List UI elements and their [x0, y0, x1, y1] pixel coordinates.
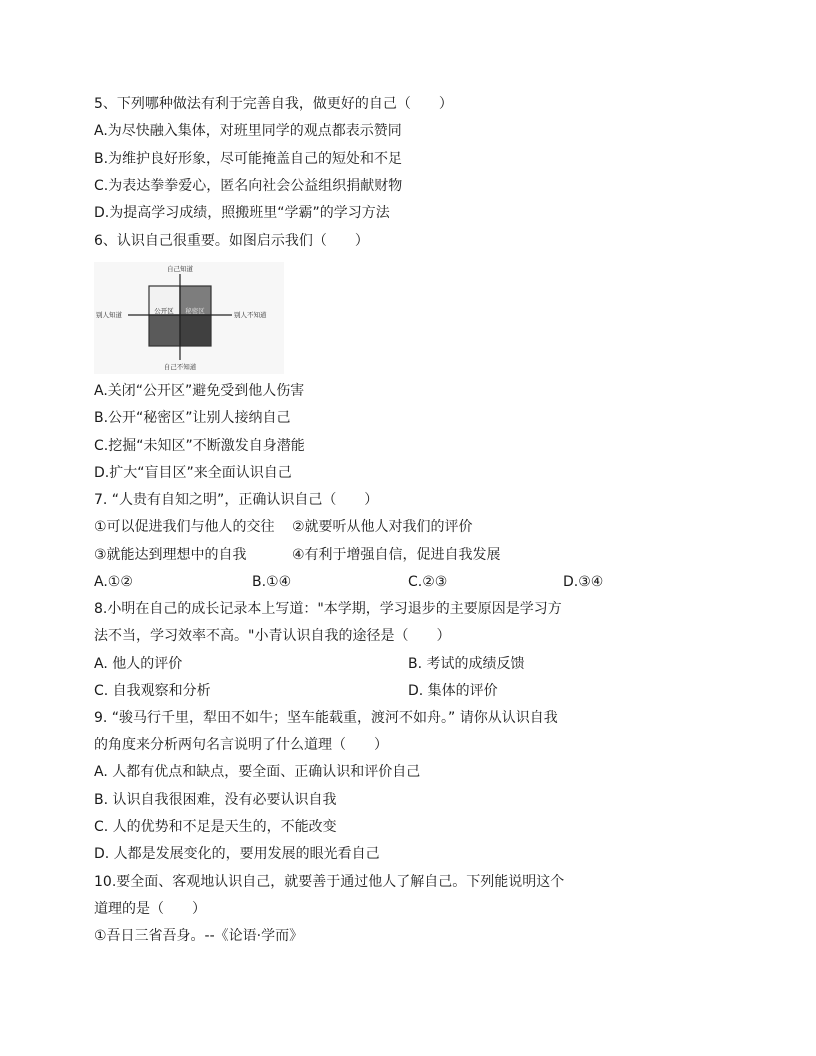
q5-option-c: C.为表达拳拳爱心，匿名向社会公益组织捐献财物: [94, 178, 403, 194]
q7-item-1: ①可以促进我们与他人的交往: [94, 519, 275, 535]
q10-stem-line2: 道理的是（ ）: [94, 901, 206, 917]
q8-option-a: A. 他人的评价: [94, 656, 183, 672]
q7-option-d: D.③④: [563, 574, 604, 590]
q6-stem: 6、认识自己很重要。如图启示我们（ ）: [94, 233, 369, 249]
q10-stem-line1: 10.要全面、客观地认识自己，就要善于通过他人了解自己。下列能说明这个: [94, 874, 565, 890]
q6-option-d: D.扩大“盲目区”来全面认识自己: [94, 465, 292, 481]
q9-option-a: A. 人都有优点和缺点，要全面、正确认识和评价自己: [94, 764, 421, 780]
q8-option-d: D. 集体的评价: [408, 683, 498, 699]
q8-option-b: B. 考试的成绩反馈: [408, 656, 525, 672]
q9-stem-line2: 的角度来分析两句名言说明了什么道理（ ）: [94, 737, 388, 753]
figure-left-label: 别人知道: [96, 311, 122, 319]
q9-option-d: D. 人都是发展变化的，要用发展的眼光看自己: [94, 846, 380, 862]
q9-stem-line1: 9. “骏马行千里，犁田不如牛；坚车能载重，渡河不如舟。” 请你从认识自我: [94, 710, 558, 726]
figure-quadrant-blind: [149, 315, 180, 346]
q5-option-b: B.为维护良好形象，尽可能掩盖自己的短处和不足: [94, 151, 403, 167]
figure-secret-label: 秘密区: [185, 307, 205, 315]
q6-option-b: B.公开“秘密区”让别人接纳自己: [94, 410, 291, 426]
q10-item-1: ①吾日三省吾身。--《论语·学而》: [94, 928, 304, 944]
q8-stem-line1: 8.小明在自己的成长记录本上写道："本学期，学习退步的主要原因是学习方: [94, 601, 562, 617]
q7-item-2: ②就要听从他人对我们的评价: [292, 519, 473, 535]
q8-option-c: C. 自我观察和分析: [94, 683, 211, 699]
q5-option-a: A.为尽快融入集体，对班里同学的观点都表示赞同: [94, 123, 402, 139]
figure-public-label: 公开区: [154, 307, 174, 315]
johari-window-figure: [94, 262, 284, 374]
q7-item-4: ④有利于增强自信，促进自我发展: [292, 547, 501, 563]
q8-stem-line2: 法不当，学习效率不高。"小青认识自我的途径是（ ）: [94, 628, 451, 644]
q6-option-c: C.挖掘“未知区”不断激发自身潜能: [94, 438, 305, 454]
figure-quadrant-unknown: [180, 315, 211, 346]
q6-option-a: A.关闭“公开区”避免受到他人伤害: [94, 383, 305, 399]
q7-item-3: ③就能达到理想中的自我: [94, 547, 247, 563]
q7-option-c: C.②③: [408, 574, 448, 590]
q9-option-c: C. 人的优势和不足是天生的，不能改变: [94, 819, 337, 835]
q7-option-a: A.①②: [94, 574, 133, 590]
q7-option-b: B.①④: [252, 574, 292, 590]
q7-stem: 7. “人贵有自知之明”，正确认识自己（ ）: [94, 492, 379, 508]
figure-top-label: 自己知道: [167, 265, 193, 273]
figure-right-label: 别人不知道: [234, 311, 267, 319]
q9-option-b: B. 认识自我很困难，没有必要认识自我: [94, 792, 337, 808]
q5-option-d: D.为提高学习成绩，照搬班里“学霸”的学习方法: [94, 205, 390, 221]
figure-bottom-label: 自己不知道: [163, 363, 197, 371]
q5-stem: 5、下列哪种做法有利于完善自我，做更好的自己（ ）: [94, 96, 453, 112]
